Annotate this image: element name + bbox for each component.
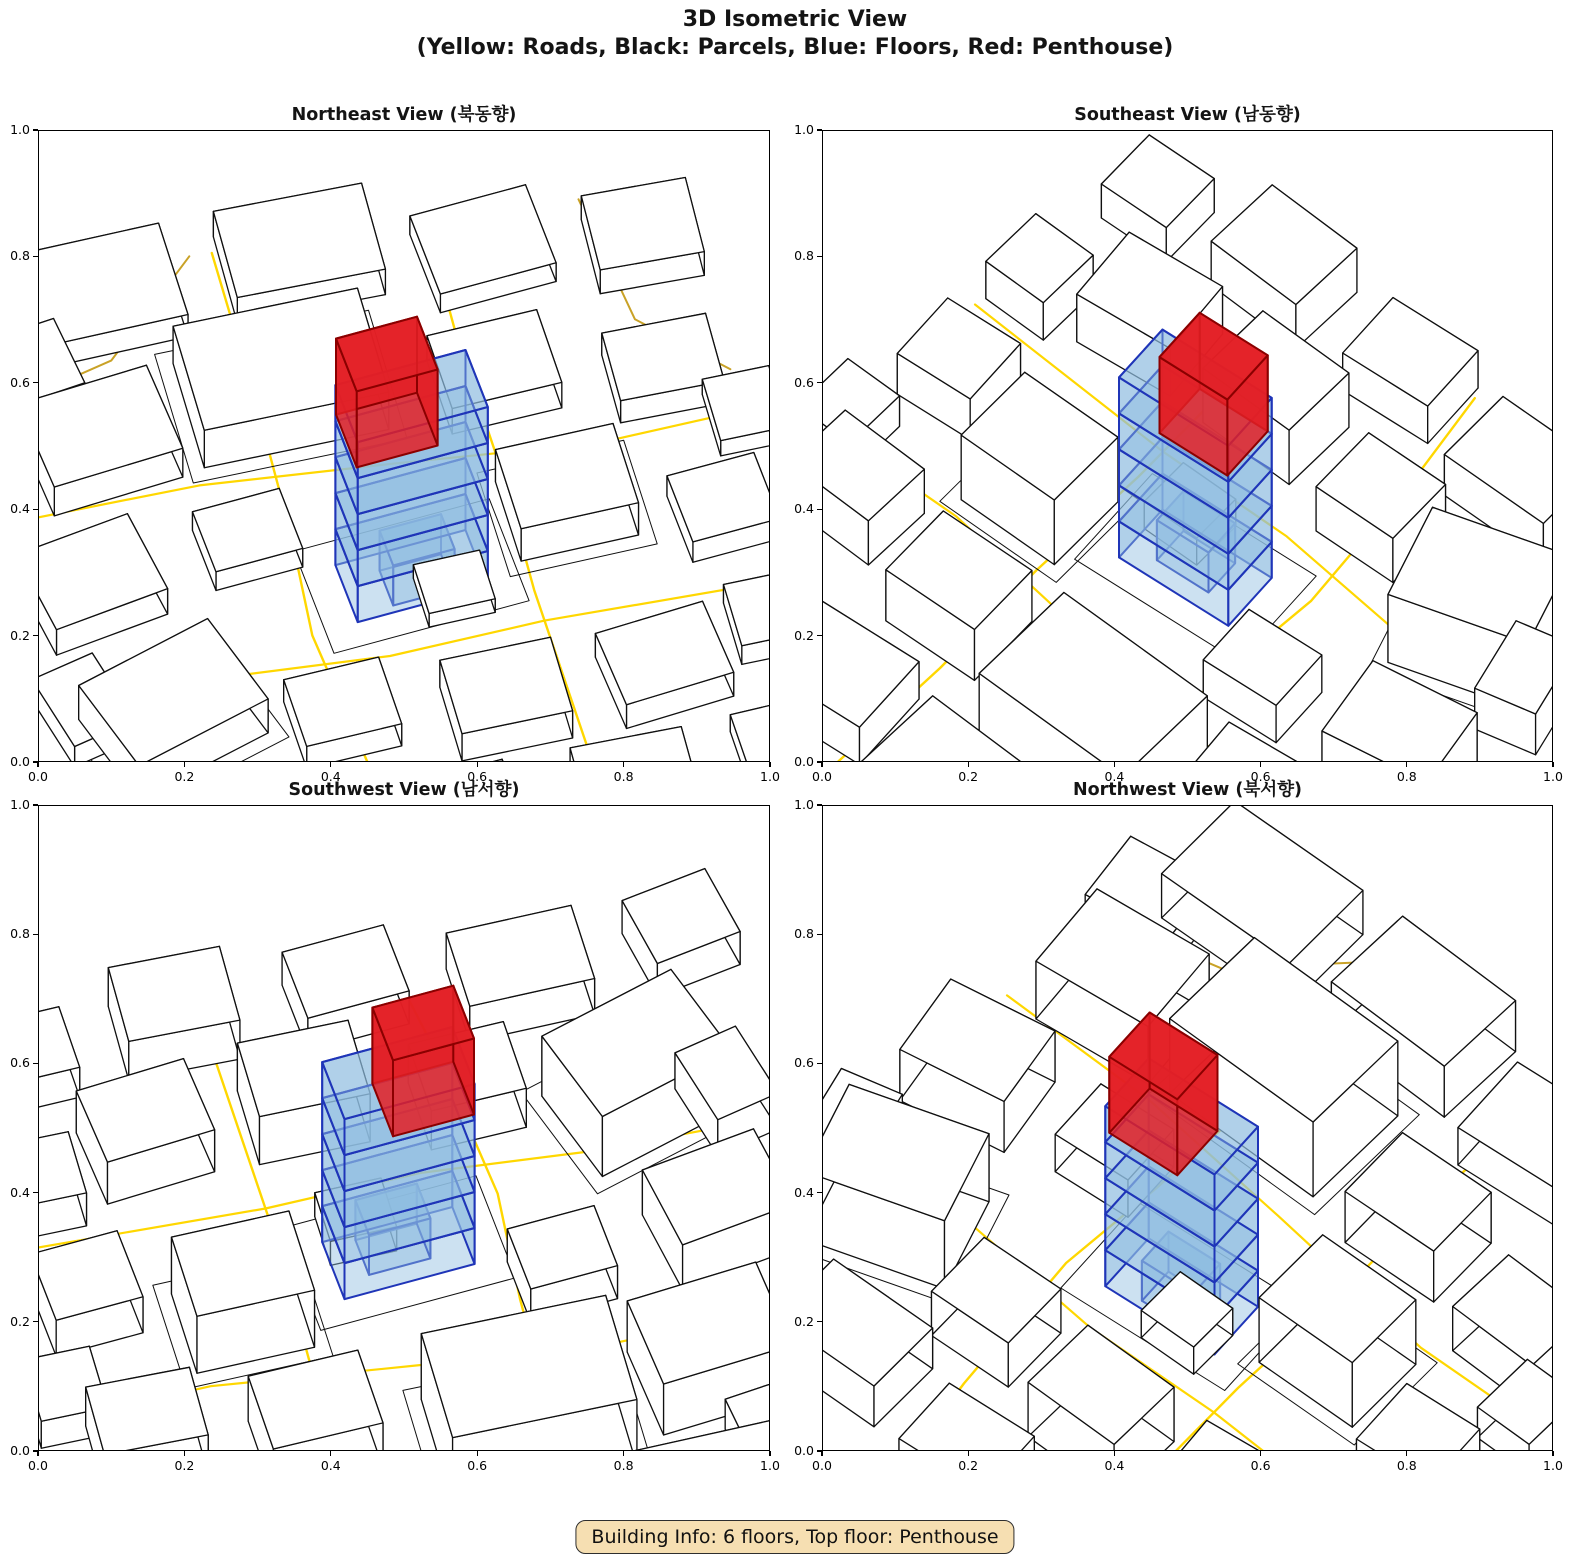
scene-canvas-northeast — [39, 131, 770, 762]
x-tick-mark — [1114, 1451, 1115, 1456]
y-tick-label: 1.0 — [794, 122, 814, 137]
y-tick-mark — [33, 256, 38, 257]
x-tick-label: 0.8 — [613, 1458, 634, 1473]
x-tick-label: 0.4 — [320, 769, 341, 784]
x-tick-mark — [623, 762, 624, 767]
x-tick-mark — [1552, 762, 1553, 767]
y-tick-mark — [817, 1192, 822, 1193]
scene-canvas-southeast — [823, 131, 1553, 762]
x-tick-label: 0.8 — [613, 769, 634, 784]
x-tick-mark — [184, 1451, 185, 1456]
y-tick-label: 0.6 — [794, 374, 814, 390]
x-tick-label: 0.0 — [812, 1458, 832, 1473]
subplot-title-southwest: Southwest View (남서향) — [288, 780, 520, 800]
y-tick-mark — [33, 129, 38, 130]
y-tick-label: 0.2 — [794, 1313, 814, 1329]
x-tick-label: 0.8 — [1396, 1458, 1417, 1473]
y-tick-mark — [33, 1063, 38, 1064]
y-tick-label: 0.6 — [10, 374, 30, 390]
scene-canvas-southwest — [39, 806, 770, 1451]
building — [1155, 1420, 1301, 1451]
y-tick-mark — [33, 382, 38, 383]
x-tick-mark — [1260, 762, 1261, 767]
y-tick-mark — [33, 1321, 38, 1322]
y-tick-mark — [33, 635, 38, 636]
x-tick-mark — [184, 762, 185, 767]
y-tick-mark — [33, 761, 38, 762]
x-tick-label: 1.0 — [1543, 769, 1563, 784]
y-tick-label: 0.0 — [794, 754, 814, 769]
y-tick-label: 0.0 — [10, 1443, 30, 1458]
building — [899, 1383, 1034, 1451]
y-tick-label: 0.8 — [10, 926, 30, 942]
y-tick-label: 0.0 — [10, 754, 30, 769]
x-tick-mark — [1260, 1451, 1261, 1456]
y-tick-mark — [817, 382, 822, 383]
plot-area-northeast — [38, 130, 770, 762]
y-tick-label: 1.0 — [10, 797, 30, 812]
building — [401, 759, 502, 762]
y-tick-mark — [817, 1321, 822, 1322]
plot-area-southwest — [38, 805, 770, 1451]
y-tick-mark — [817, 1450, 822, 1451]
x-tick-label: 0.4 — [1104, 1458, 1125, 1473]
scene-canvas-northwest — [823, 806, 1553, 1451]
y-tick-label: 0.2 — [794, 627, 814, 643]
subplot-southeast-view — [794, 105, 1563, 784]
x-tick-mark — [37, 1451, 38, 1456]
y-tick-label: 0.8 — [10, 248, 30, 264]
subplot-northeast-view — [10, 105, 780, 784]
x-tick-label: 0.2 — [958, 769, 979, 784]
y-tick-mark — [33, 509, 38, 510]
x-tick-mark — [968, 1451, 969, 1456]
y-tick-mark — [817, 509, 822, 510]
x-tick-mark — [1552, 1451, 1553, 1456]
subplot-title-northwest: Northwest View (북서향) — [1072, 780, 1303, 800]
x-tick-mark — [769, 762, 770, 767]
y-tick-mark — [817, 1063, 822, 1064]
x-tick-mark — [330, 762, 331, 767]
figure-subtitle: (Yellow: Roads, Black: Parcels, Blue: Floors, Red: Penthouse) — [416, 35, 1174, 60]
y-tick-mark — [817, 635, 822, 636]
subplot-northwest-view — [794, 780, 1563, 1473]
y-tick-label: 0.8 — [794, 926, 814, 942]
subplot-southwest-view — [10, 780, 780, 1473]
building — [502, 759, 528, 762]
y-tick-label: 0.2 — [10, 627, 30, 643]
y-tick-label: 0.6 — [10, 1055, 30, 1071]
x-tick-label: 0.6 — [467, 769, 488, 784]
x-tick-label: 1.0 — [760, 769, 780, 784]
y-tick-label: 1.0 — [10, 122, 30, 137]
x-tick-label: 0.0 — [28, 769, 48, 784]
x-tick-label: 0.4 — [1104, 769, 1125, 784]
x-tick-label: 0.6 — [467, 1458, 488, 1473]
y-tick-mark — [817, 129, 822, 130]
y-tick-label: 0.0 — [794, 1443, 814, 1458]
subplot-title-southeast: Southeast View (남동향) — [1074, 105, 1301, 125]
building — [730, 696, 770, 762]
y-tick-mark — [817, 934, 822, 935]
building-info-badge: Building Info: 6 floors, Top floor: Penthouse — [575, 1520, 1014, 1554]
x-tick-label: 1.0 — [1543, 1458, 1563, 1473]
x-tick-mark — [821, 762, 822, 767]
subplot-title-northeast: Northeast View (북동향) — [291, 105, 517, 125]
y-tick-mark — [33, 934, 38, 935]
building — [724, 569, 771, 646]
x-tick-mark — [1406, 762, 1407, 767]
y-tick-label: 0.8 — [794, 248, 814, 264]
x-tick-label: 0.0 — [812, 769, 832, 784]
x-tick-label: 0.2 — [958, 1458, 979, 1473]
x-tick-mark — [1114, 762, 1115, 767]
x-tick-mark — [769, 1451, 770, 1456]
y-tick-label: 0.6 — [794, 1055, 814, 1071]
y-tick-label: 0.4 — [10, 1184, 30, 1200]
x-tick-mark — [477, 1451, 478, 1456]
x-tick-label: 0.6 — [1250, 1458, 1271, 1473]
x-tick-label: 0.2 — [174, 1458, 195, 1473]
y-tick-mark — [817, 256, 822, 257]
x-tick-mark — [623, 1451, 624, 1456]
x-tick-label: 0.6 — [1250, 769, 1271, 784]
building — [570, 727, 702, 762]
y-tick-mark — [33, 1450, 38, 1451]
building — [862, 762, 975, 763]
y-tick-label: 0.4 — [10, 501, 30, 517]
y-tick-mark — [817, 804, 822, 805]
x-tick-label: 0.0 — [28, 1458, 48, 1473]
x-tick-mark — [968, 762, 969, 767]
y-tick-mark — [33, 804, 38, 805]
building — [86, 1367, 209, 1451]
x-tick-label: 0.8 — [1396, 769, 1417, 784]
y-tick-label: 0.4 — [794, 1184, 814, 1200]
x-tick-label: 0.4 — [320, 1458, 341, 1473]
y-tick-mark — [817, 761, 822, 762]
plot-area-southeast — [822, 130, 1553, 762]
x-tick-label: 1.0 — [760, 1458, 780, 1473]
x-tick-mark — [1406, 1451, 1407, 1456]
y-tick-label: 1.0 — [794, 797, 814, 812]
x-tick-mark — [477, 762, 478, 767]
x-tick-label: 0.2 — [174, 769, 195, 784]
y-tick-label: 0.2 — [10, 1313, 30, 1329]
figure-title: 3D Isometric View — [682, 7, 908, 32]
y-tick-label: 0.4 — [794, 501, 814, 517]
plot-area-northwest — [822, 805, 1553, 1451]
x-tick-mark — [330, 1451, 331, 1456]
x-tick-mark — [37, 762, 38, 767]
y-tick-mark — [33, 1192, 38, 1193]
x-tick-mark — [821, 1451, 822, 1456]
